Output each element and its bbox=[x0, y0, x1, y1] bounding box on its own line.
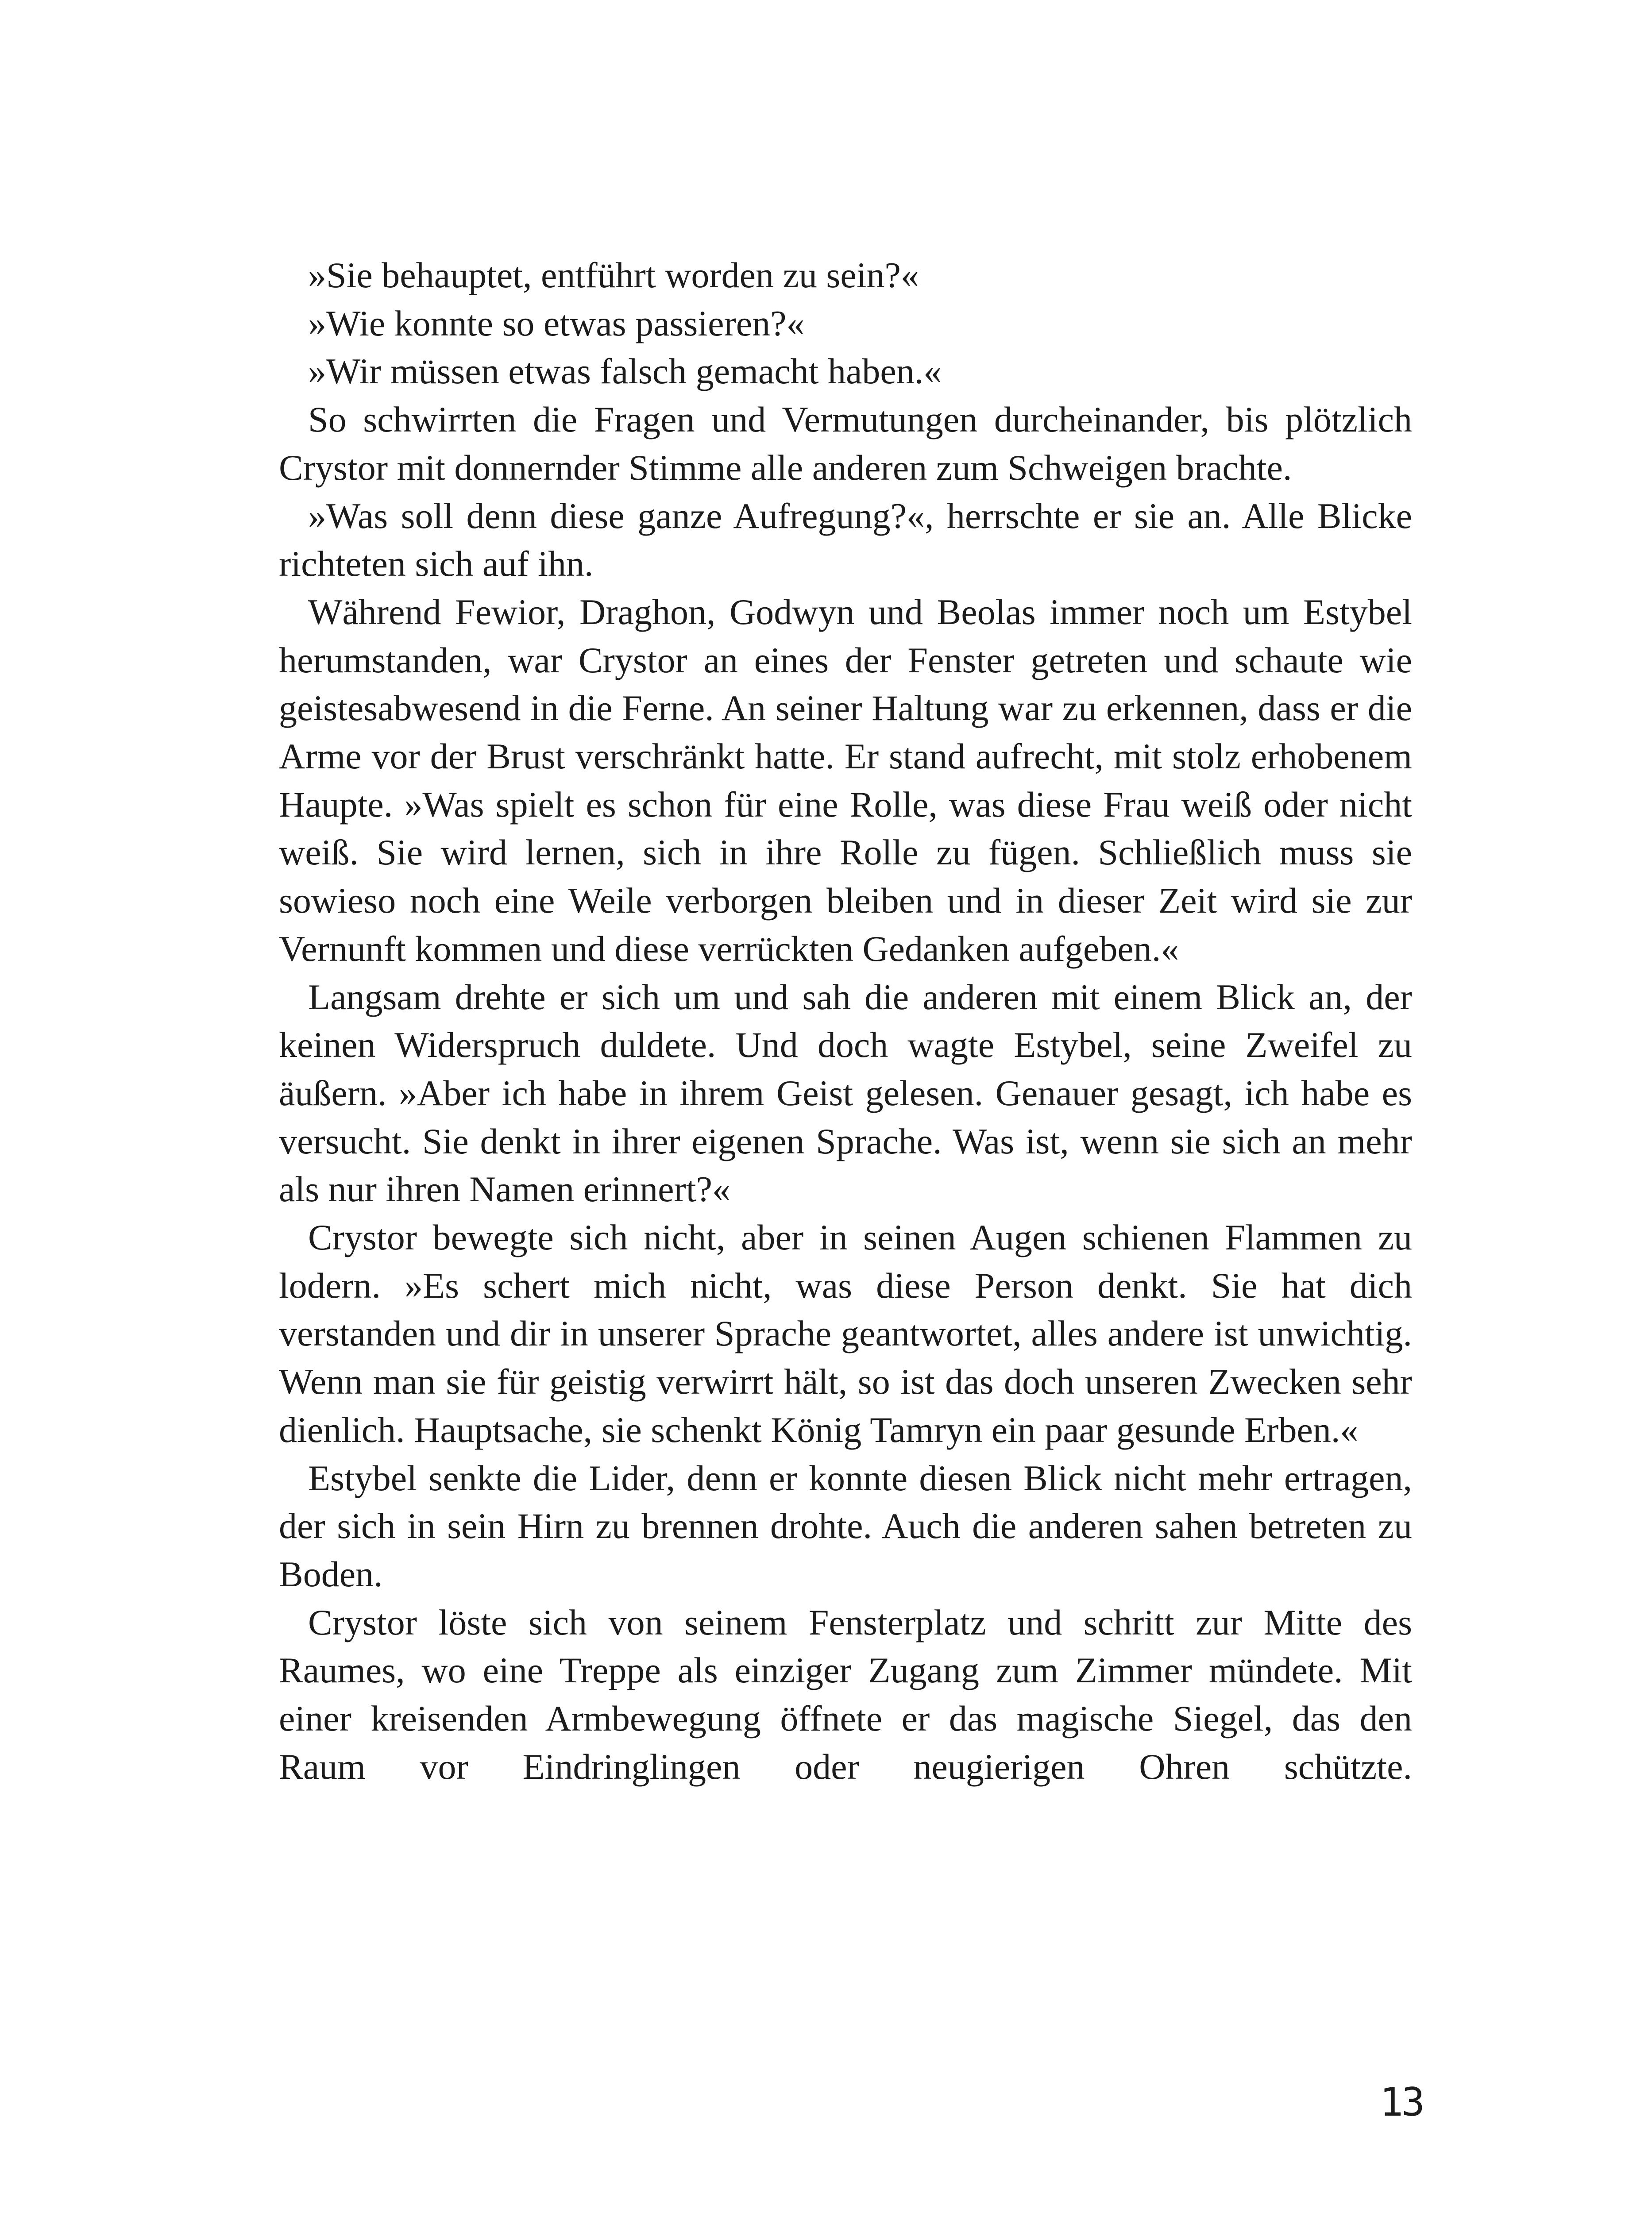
paragraph-5: »Was soll denn diese ganze Aufregung?«, herrschte er sie an. Alle Blicke richteten sich auf ihn. bbox=[279, 495, 1412, 584]
paragraph-9: Estybel senkte die Lider, denn er konnte diesen Blick nicht mehr ertragen, der sich in sein Hirn zu brennen drohte. Auch die anderen sahen betreten zu Boden. bbox=[279, 1457, 1412, 1594]
paragraph-1: »Sie behauptet, entführt worden zu sein?« bbox=[308, 255, 919, 295]
paragraph-4: So schwirrten die Fragen und Vermutungen durcheinander, bis plötzlich Crystor mit donnernder Stimme alle anderen zum Schweigen brachte. bbox=[279, 399, 1412, 488]
page-number: 13 bbox=[1380, 2079, 1423, 2125]
paragraph-7: Langsam drehte er sich um und sah die anderen mit einem Blick an, der keinen Widerspruch duldete. Und doch wagte Estybel, seine Zweifel zu äußern. »Aber ich habe in ihrem Geist gelesen. Genauer gesagt, ich habe es versucht. Sie denkt in ihrer eigenen Sprache. Was ist, wenn sie sich an mehr als nur ihren Namen erinnert?« bbox=[279, 976, 1412, 1210]
body-text bbox=[279, 251, 1412, 1791]
paragraph-8: Crystor bewegte sich nicht, aber in seinen Augen schienen Flammen zu lodern. »Es schert mich nicht, was diese Person denkt. Sie hat dich verstanden und dir in unserer Sprache geantwortet, alles andere ist unwichtig. Wenn man sie für geistig verwirrt hält, so ist das doch unseren Zwecken sehr dienlich. Hauptsache, sie schenkt König Tamryn ein paar gesunde Erben.« bbox=[279, 1217, 1412, 1450]
paragraph-6: Während Fewior, Draghon, Godwyn und Beolas immer noch um Estybel herumstanden, war Crystor an eines der Fenster getreten und schaute wie geistesabwesend in die Ferne. An seiner Haltung war zu erkennen, dass er die Arme vor der Brust verschränkt hatte. Er stand aufrecht, mit stolz erhobenem Haupte. »Was spielt es schon für eine Rolle, was diese Frau weiß oder nicht weiß. Sie wird lernen, sich in ihre Rolle zu fügen. Schließlich muss sie sowieso noch eine Weile verborgen bleiben und in dieser Zeit wird sie zur Vernunft kommen und diese verrückten Gedanken aufgeben.« bbox=[279, 591, 1412, 969]
paragraph-3: »Wir müssen etwas falsch gemacht haben.« bbox=[308, 351, 942, 392]
paragraph-10: Crystor löste sich von seinem Fensterplatz und schritt zur Mitte des Raumes, wo eine Treppe als einziger Zugang zum Zimmer mündete. Mit einer kreisenden Armbewegung öffnete er das magische Siegel, das den Raum vor Eindringlingen oder neugierigen Ohren schützte. bbox=[279, 1602, 1412, 1787]
paragraph-2: »Wie konnte so etwas passieren?« bbox=[308, 303, 805, 343]
